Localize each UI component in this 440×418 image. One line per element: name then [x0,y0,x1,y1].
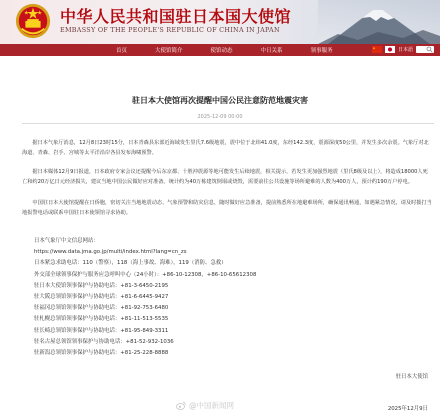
mount-fuji-image [318,0,440,44]
language-link[interactable]: 日本語 [397,47,413,53]
nav-item-embassy-news[interactable]: 使馆动态 [210,48,233,54]
contact-mfa-hotline: 外交部全球领事保护与服务应急呼叫中心（24小时）：+86-10-12308，+86-10-65612308 [34,271,257,278]
contact-consulate-osaka: 驻大阪总领馆领事保护与协助电话：+81-6-6445-9427 [34,293,169,300]
search-input[interactable] [416,46,434,53]
nav-item-consular-services[interactable]: 领事服务 [310,48,333,54]
article-signature-date: 2025年12月9日 [387,406,428,412]
article-title: 驻日本大使馆再次提醒中国公民注意防范地震灾害 [132,96,308,105]
nav-item-embassy-intro[interactable]: 大使馆简介 [155,48,183,54]
site-subtitle: EMBASSY OF THE PEOPLE'S REPUBLIC OF CHINA IN JAPAN [60,26,280,34]
contact-list [34,236,434,359]
china-flag-icon[interactable] [372,46,382,53]
nav-item-home[interactable]: 首页 [116,48,128,54]
contact-consulate-fukuoka: 驻福冈总领馆领事保护与协助电话：+81-92-753-6480 [34,305,169,312]
article-paragraph: 中国驻日本大使馆提醒在日侨胞，密切关注当地地震动态、气象预警和防灾信息，随时做好应急准备，提前熟悉所在地避难场所，确保通讯畅通，如遇紧急情况，请及时拨打当地报警电话或联系中国驻日本使领馆寻求协助。 [22,200,432,216]
article-paragraph: 据日本气象厅消息，12月8日23时15分，日本青森县东部近海域发生里氏7.6级地震，震中位于北纬41.0度，东经142.3度，震源深度50公里，并发生多次余震。气象厅对北海道、青森、岩手、宫城等太平洋沿岸各县发布海啸预警。 [22,140,429,156]
national-emblem-icon [14,2,52,40]
article-date: 2025-12-09 00:00 [197,114,243,120]
contact-jma-link[interactable]: https://www.data.jma.go.jp/multi/index.html?lang=cn_zs [34,249,187,256]
contact-consulate-sapporo: 驻札幌总领馆领事保护与协助电话：+81-11-513-5535 [34,316,169,323]
article-signature: 驻日本大使馆 [395,374,428,380]
contact-consulate-niigata: 驻新潟总领馆领事保护与协助电话：+81-25-228-8888 [34,349,169,356]
article-paragraph: 据日本媒体12月9日报道，日本政府专家会议还提醒今后东京都、十胜沖震源等地可能发生后续地震，相关提示，若发生更加强烈地震（里氏8级及以上），将造成18000人死亡和约20万亿日元经济损失，建议当地中国公民做好应对准备。统计约为40万栋建筑倒塌或烧毁，需要前往公共设施等场所避难的人数为400万人，预计约190万户停电。 [22,169,428,185]
contact-jma-label: 日本气象厅中文信息网站： [34,238,99,244]
site-header [0,0,440,44]
japan-flag-icon[interactable] [385,46,395,53]
contact-consulate-nagoya: 驻名古屋总领馆领事保护与协助电话：+81-52-932-1036 [34,338,174,345]
contact-embassy-tokyo: 驻日本大使馆领事保护与协助电话：+81-3-6450-2195 [34,282,169,289]
site-title: 中华人民共和国驻日本国大使馆 [60,7,292,26]
watermark [176,400,234,411]
weibo-icon [176,401,186,410]
contact-consulate-nagasaki: 驻长崎总领馆领事保护与协助电话：+81-95-849-3311 [34,327,169,334]
contact-emergency: 日本紧急求助电话：110（警察），118（海上事故、海难），119（消防、急救） [34,260,227,267]
nav-tools [372,46,434,53]
main-nav [0,44,440,56]
title-divider [22,123,434,124]
nav-item-china-japan-relations[interactable]: 中日关系 [260,48,283,54]
search-icon[interactable] [426,46,433,53]
watermark-text: @中国新闻网 [189,401,234,410]
